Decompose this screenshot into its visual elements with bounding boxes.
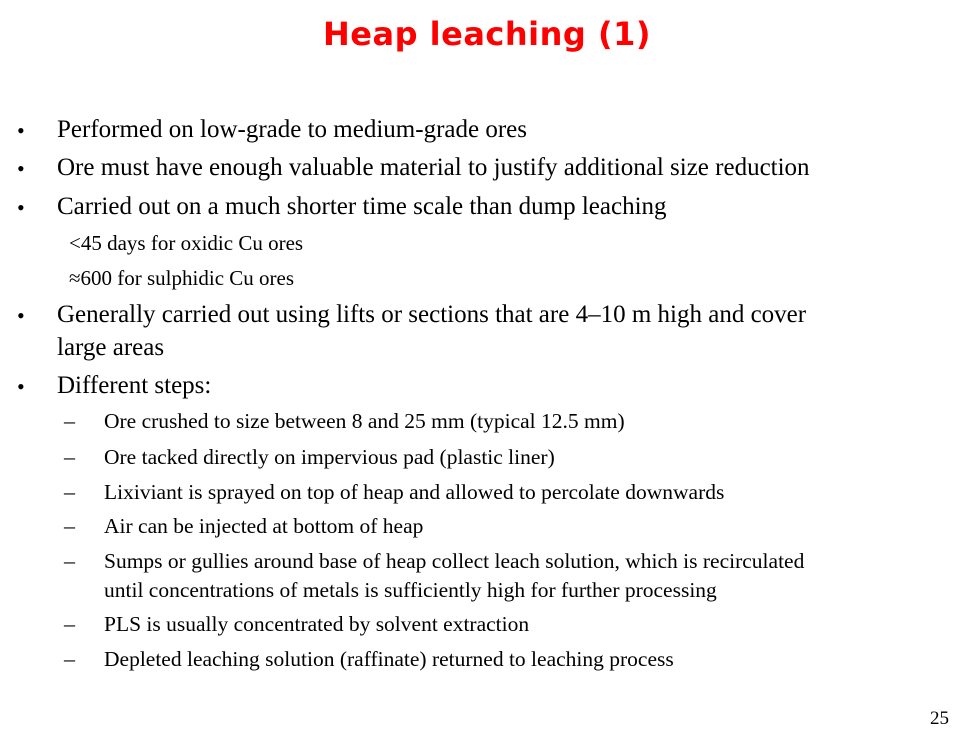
dash-marker: – <box>64 513 75 538</box>
bullet-item-4-continuation: large areas <box>57 334 165 361</box>
dash-marker: – <box>64 646 75 671</box>
dash-marker: – <box>64 611 75 636</box>
bullet-marker: • <box>17 303 25 328</box>
dash-marker: – <box>64 479 75 504</box>
bullet-marker: • <box>17 118 25 143</box>
step-item-2: Ore tacked directly on impervious pad (plastic liner) <box>104 445 555 469</box>
step-item-6: PLS is usually concentrated by solvent extraction <box>104 612 530 636</box>
slide-title: Heap leaching (1) <box>323 15 651 53</box>
sub-line-sulphidic: ≈600 for sulphidic Cu ores <box>69 266 295 290</box>
step-item-1: Ore crushed to size between 8 and 25 mm (typical 12.5 mm) <box>104 409 625 433</box>
step-item-4: Air can be injected at bottom of heap <box>104 514 424 538</box>
step-item-3: Lixiviant is sprayed on top of heap and allowed to percolate downwards <box>104 480 725 504</box>
step-item-5-continuation: until concentrations of metals is sufficiently high for further processing <box>104 578 717 602</box>
bullet-item-5: Different steps: <box>57 372 212 399</box>
bullet-item-1: Performed on low-grade to medium-grade ores <box>57 116 527 143</box>
dash-marker: – <box>64 444 75 469</box>
sub-line-oxidic: <45 days for oxidic Cu ores <box>69 231 304 255</box>
dash-marker: – <box>64 408 75 433</box>
dash-marker: – <box>64 548 75 573</box>
bullet-item-2: Ore must have enough valuable material to justify additional size reduction <box>57 154 810 181</box>
bullet-item-4: Generally carried out using lifts or sections that are 4–10 m high and cover <box>57 301 807 328</box>
bullet-marker: • <box>17 195 25 220</box>
step-item-5: Sumps or gullies around base of heap collect leach solution, which is recirculated <box>104 549 805 573</box>
bullet-item-3: Carried out on a much shorter time scale than dump leaching <box>57 193 667 220</box>
bullet-marker: • <box>17 156 25 181</box>
page-number: 25 <box>930 708 949 729</box>
bullet-marker: • <box>17 374 25 399</box>
step-item-7: Depleted leaching solution (raffinate) returned to leaching process <box>104 647 674 671</box>
